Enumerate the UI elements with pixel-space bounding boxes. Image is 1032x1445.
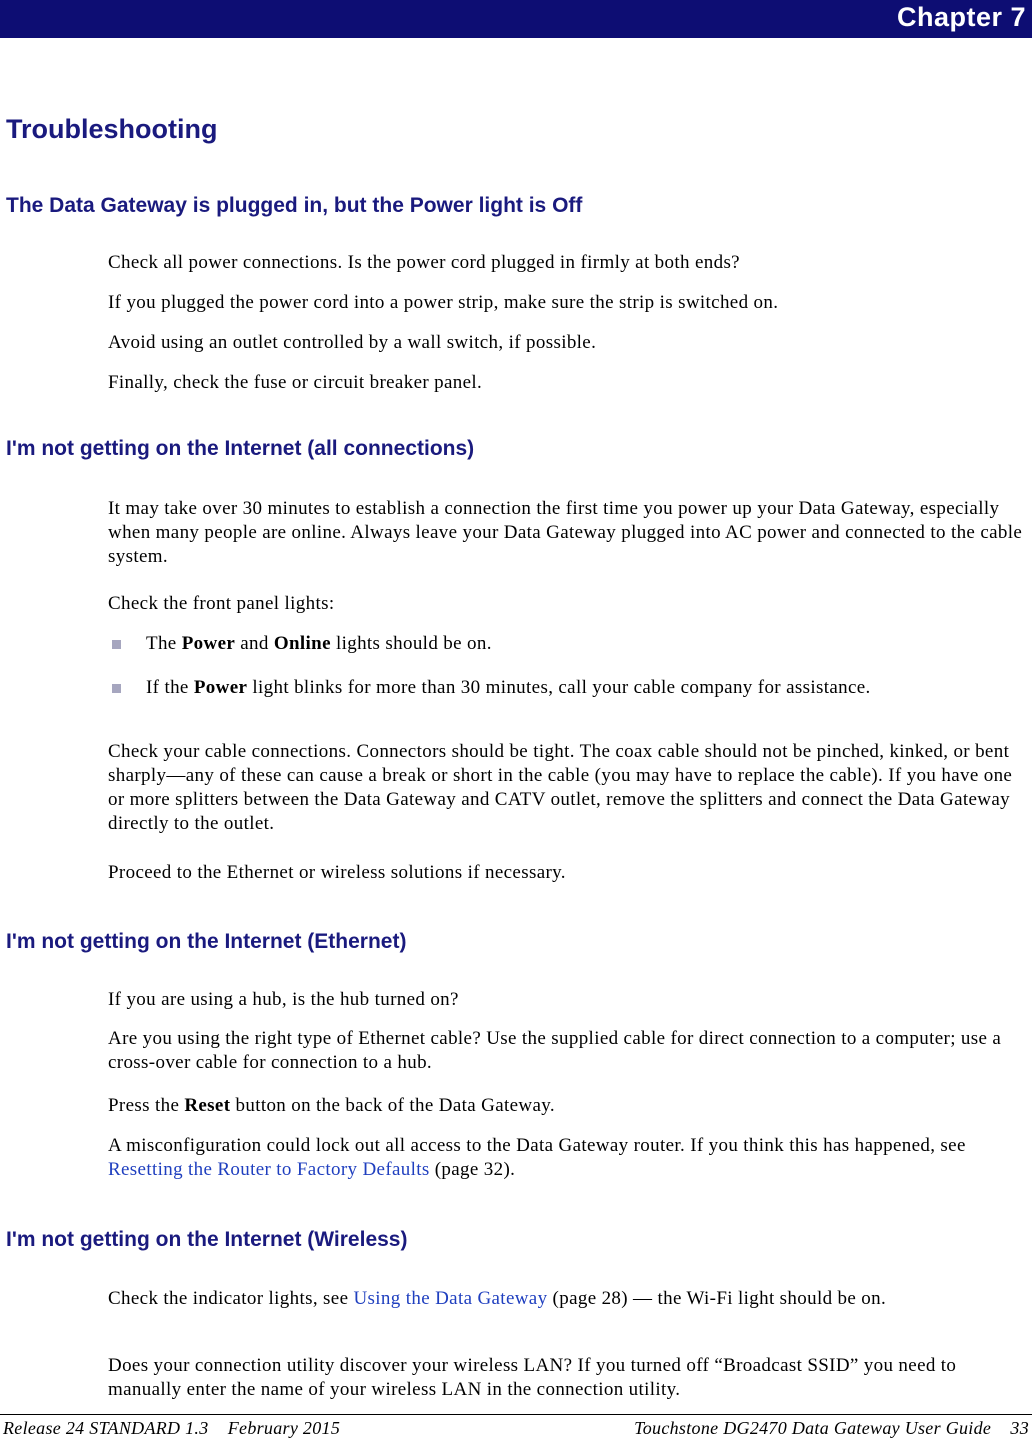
section-heading-ethernet: I'm not getting on the Internet (Ethernet) <box>6 930 407 953</box>
paragraph: Are you using the right type of Ethernet cable? Use the supplied cable for direct connection to a computer; use a cross-over cable for connection to a hub. <box>108 1028 1002 1073</box>
paragraph: Finally, check the fuse or circuit breaker panel. <box>108 372 483 393</box>
bullet-item: The Power and Online lights should be on. <box>108 632 1026 656</box>
paragraph: Proceed to the Ethernet or wireless solutions if necessary. <box>108 862 566 883</box>
chapter-label: Chapter 7 <box>896 2 1026 32</box>
footer-release: Release 24 STANDARD 1.3 February 2015 <box>3 1418 341 1438</box>
footer-divider <box>0 1414 1032 1415</box>
paragraph: Does your connection utility discover your wireless LAN? If you turned off “Broadcast SSID” you need to manually enter the name of your wireless LAN in the connection utility. <box>108 1355 957 1400</box>
link-resetting-router[interactable]: Resetting the Router to Factory Defaults <box>108 1159 430 1180</box>
paragraph: Check all power connections. Is the power cord plugged in firmly at both ends? <box>108 252 740 273</box>
bullet-square-icon <box>112 640 121 649</box>
bullet-square-icon <box>112 684 121 693</box>
paragraph: Avoid using an outlet controlled by a wall switch, if possible. <box>108 332 597 353</box>
page-title: Troubleshooting <box>6 114 218 144</box>
section-heading-power: The Data Gateway is plugged in, but the Power light is Off <box>6 194 583 217</box>
footer-guide-page: Touchstone DG2470 Data Gateway User Guide 33 <box>634 1418 1029 1438</box>
paragraph: Press the Reset button on the back of the Data Gateway. <box>108 1095 555 1116</box>
section-heading-all-connections: I'm not getting on the Internet (all connections) <box>6 437 475 460</box>
paragraph: It may take over 30 minutes to establish a connection the first time you power up your Data Gateway, especially when many people are online. Always leave your Data Gateway plugged into AC power and connected to the cable system. <box>108 498 1023 567</box>
paragraph: A misconfiguration could lock out all access to the Data Gateway router. If you think this has happened, see Resetting the Router to Factory Defaults (page 32). <box>108 1135 966 1180</box>
paragraph: Check the front panel lights: <box>108 593 335 614</box>
paragraph: Check the indicator lights, see Using the Data Gateway (page 28) — the Wi-Fi light should be on. <box>108 1288 887 1309</box>
section-heading-wireless: I'm not getting on the Internet (Wireless) <box>6 1228 408 1251</box>
bullet-item: If the Power light blinks for more than 30 minutes, call your cable company for assistance. <box>108 676 1026 700</box>
paragraph: If you plugged the power cord into a power strip, make sure the strip is switched on. <box>108 292 779 313</box>
paragraph: If you are using a hub, is the hub turned on? <box>108 989 459 1010</box>
paragraph: Check your cable connections. Connectors should be tight. The coax cable should not be pinched, kinked, or bent sharply—any of these can cause a break or short in the cable (you may have to replace the cable). If you have one or more splitters between the Data Gateway and CATV outlet, remove the splitters and connect the Data Gateway directly to the outlet. <box>108 741 1013 834</box>
chapter-header-bar <box>0 0 1032 38</box>
link-using-data-gateway[interactable]: Using the Data Gateway <box>353 1288 548 1309</box>
